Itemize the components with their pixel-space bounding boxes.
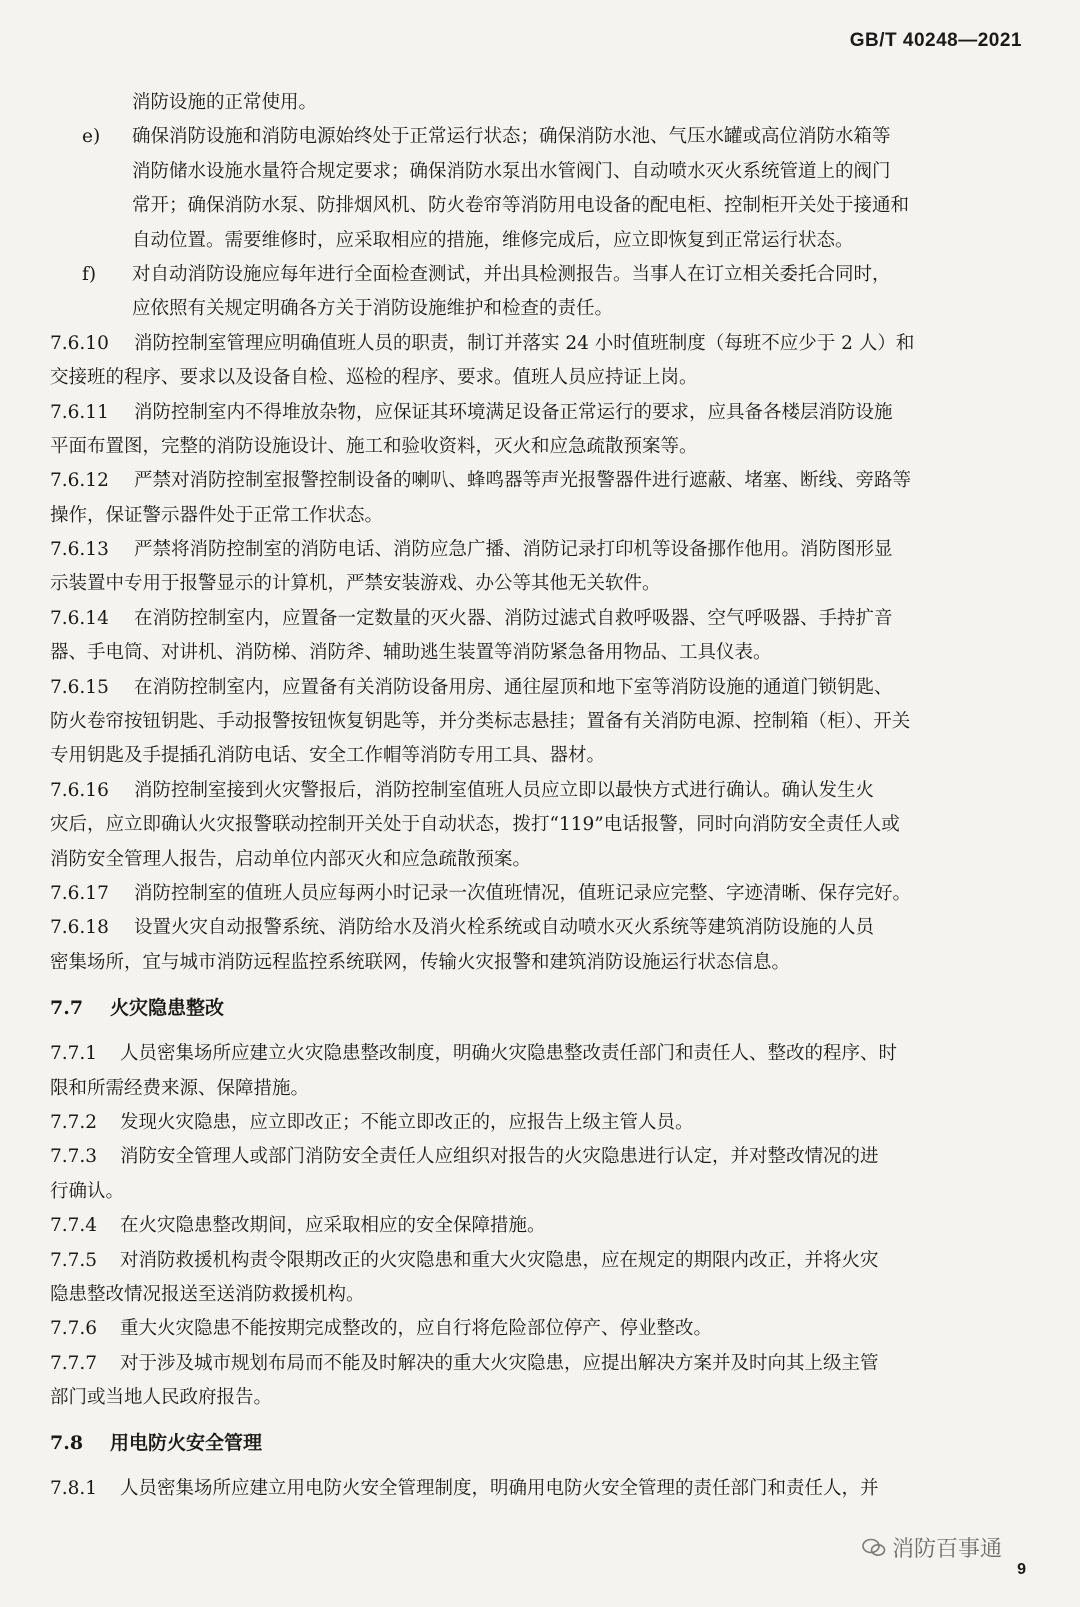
text-line: 部门或当地人民政府报告。 (50, 1387, 273, 1409)
clause-number: 7.6.12 (50, 470, 109, 492)
text-line: 严禁将消防控制室的消防电话、消防应急广播、消防记录打印机等设备挪作他用。消防图形显 (134, 539, 893, 561)
clause-number: 7.6.18 (50, 917, 109, 939)
text-line: 器、手电筒、对讲机、消防梯、消防斧、辅助逃生装置等消防紧急备用物品、工具仪表。 (50, 642, 772, 664)
clause-number: 7.6.16 (50, 779, 109, 801)
text-line: 在消防控制室内，应置备一定数量的灭火器、消防过滤式自救呼吸器、空气呼吸器、手持扩音 (134, 607, 893, 629)
section-title: 火灾隐患整改 (110, 997, 225, 1020)
text-line: 消防控制室的值班人员应每两小时记录一次值班情况，值班记录应完整、字迹清晰、保存完好。 (134, 882, 912, 904)
clause-7-7-5 (50, 1244, 1028, 1278)
section-heading-7-7 (50, 980, 1028, 1037)
text-line: 消防设施的正常使用。 (132, 92, 318, 113)
clause-7-7-4 (50, 1209, 1028, 1243)
text-line: 设置火灾自动报警系统、消防给水及消火栓系统或自动喷水灭火系统等建筑消防设施的人员 (134, 917, 875, 939)
text-line: 消防储水设施水量符合规定要求；确保消防水泵出水管阀门、自动喷水灭火系统管道上的阀门 (132, 160, 891, 182)
clause-number: 7.6.14 (50, 607, 109, 629)
text-line: 行确认。 (50, 1180, 125, 1202)
clause-number: 7.7.7 (50, 1352, 98, 1374)
clause-number: 7.7.1 (50, 1043, 98, 1065)
clause-7-7-1 (50, 1037, 1028, 1071)
text-line: 消防安全管理人或部门消防安全责任人应组织对报告的火灾隐患进行认定，并对整改情况的进 (120, 1146, 879, 1168)
text-line: 防火卷帘按钮钥匙、手动报警按钮恢复钥匙等，并分类标志悬挂；置备有关消防电源、控制箱（柜）、开关 (50, 711, 911, 733)
list-label: e) (82, 126, 101, 148)
list-item-e (50, 120, 1028, 154)
clause-7-8-1 (50, 1472, 1028, 1506)
text-line: 限和所需经费来源、保障措施。 (50, 1077, 310, 1099)
text-line: 严禁对消防控制室报警控制设备的喇叭、蜂鸣器等声光报警器件进行遮蔽、堵塞、断线、旁路等 (134, 470, 912, 492)
text-line: 人员密集场所应建立火灾隐患整改制度，明确火灾隐患整改责任部门和责任人、整改的程序、时 (120, 1043, 898, 1065)
watermark-text: 消防百事通 (891, 1537, 1002, 1562)
text-line: 消防安全管理人报告，启动单位内部灭火和应急疏散预案。 (50, 848, 532, 870)
text-line: 隐患整改情况报送至送消防救援机构。 (50, 1283, 365, 1305)
text-line: 消防控制室管理应明确值班人员的职责，制订并落实 24 小时值班制度（每班不应少于 2 人）和 (134, 332, 915, 354)
text-line: 灾后，应立即确认火灾报警联动控制开关处于自动状态，拨打“119”电话报警，同时向消防安全责任人或 (50, 814, 900, 836)
clause-7-7-7 (50, 1347, 1028, 1381)
text-line: 自动位置。需要维修时，应采取相应的措施，维修完成后，应立即恢复到正常运行状态。 (132, 229, 854, 251)
section-heading-7-8 (50, 1415, 1028, 1472)
clause-7-7-3 (50, 1140, 1028, 1174)
page-number: 9 (1017, 1561, 1026, 1578)
clause-number: 7.7.5 (50, 1249, 98, 1271)
text-line: 对自动消防设施应每年进行全面检查测试，并出具检测报告。当事人在订立相关委托合同时， (132, 263, 891, 285)
clause-7-7-6 (50, 1312, 1028, 1346)
clause-7-6-16 (50, 774, 1028, 808)
clause-number: 7.8.1 (50, 1478, 98, 1500)
clause-number: 7.7.3 (50, 1146, 98, 1168)
text-line: 专用钥匙及手提插孔消防电话、安全工作帽等消防专用工具、器材。 (50, 745, 606, 767)
section-number: 7.8 (50, 1432, 84, 1455)
text-line: 发现火灾隐患，应立即改正；不能立即改正的，应报告上级主管人员。 (120, 1111, 694, 1133)
list-item-f (50, 258, 1028, 292)
clause-7-6-17 (50, 877, 1028, 911)
clause-number: 7.6.10 (50, 332, 109, 354)
text-line: 重大火灾隐患不能按期完成整改的，应自行将危险部位停产、停业整改。 (120, 1318, 713, 1340)
text-line: 对于涉及城市规划布局而不能及时解决的重大火灾隐患，应提出解决方案并及时向其上级主管 (120, 1352, 879, 1374)
text-line: 操作，保证警示器件处于正常工作状态。 (50, 504, 384, 526)
text-line: 在消防控制室内，应置备有关消防设备用房、通往屋顶和地下室等消防设施的通道门锁钥匙、 (134, 676, 893, 698)
clause-number: 7.6.15 (50, 676, 109, 698)
clause-7-6-18 (50, 911, 1028, 945)
section-number: 7.7 (50, 997, 84, 1020)
clause-number: 7.7.2 (50, 1111, 98, 1133)
clause-number: 7.6.13 (50, 539, 109, 561)
standard-code: GB/T 40248—2021 (849, 30, 1022, 51)
clause-number: 7.6.17 (50, 882, 109, 904)
clause-number: 7.7.4 (50, 1215, 98, 1237)
text-line: 密集场所，宜与城市消防远程监控系统联网，传输火灾报警和建筑消防设施运行状态信息。 (50, 951, 791, 973)
clause-7-7-2 (50, 1106, 1028, 1140)
text-line: 常开；确保消防水泵、防排烟风机、防火卷帘等消防用电设备的配电柜、控制柜开关处于接通和 (132, 195, 910, 217)
clause-number: 7.6.11 (50, 401, 109, 423)
clause-7-6-15 (50, 671, 1028, 705)
clause-7-6-12 (50, 464, 1028, 498)
text-line: 人员密集场所应建立用电防火安全管理制度，明确用电防火安全管理的责任部门和责任人，并 (120, 1478, 879, 1500)
list-label: f) (82, 263, 97, 285)
clause-7-6-10 (50, 327, 1028, 361)
section-title: 用电防火安全管理 (110, 1432, 263, 1455)
text-line: 应依照有关规定明确各方关于消防设施维护和检查的责任。 (132, 298, 614, 320)
text-line: 交接班的程序、要求以及设备自检、巡检的程序、要求。值班人员应持证上岗。 (50, 367, 698, 389)
clause-number: 7.7.6 (50, 1318, 98, 1340)
text-line: 消防控制室内不得堆放杂物，应保证其环境满足设备正常运行的要求，应具备各楼层消防设施 (134, 401, 893, 423)
page-content (50, 86, 1028, 1507)
text-line: 对消防救援机构责令限期改正的火灾隐患和重大火灾隐患，应在规定的期限内改正，并将火灾 (120, 1249, 879, 1271)
text-line: 确保消防设施和消防电源始终处于正常运行状态；确保消防水池、气压水罐或高位消防水箱等 (132, 126, 891, 148)
clause-7-6-14 (50, 602, 1028, 636)
text-line: 在火灾隐患整改期间，应采取相应的安全保障措施。 (120, 1215, 546, 1237)
watermark (862, 1532, 1002, 1563)
text-line: 示装置中专用于报警显示的计算机，严禁安装游戏、办公等其他无关软件。 (50, 573, 661, 595)
text-line: 平面布置图，完整的消防设施设计、施工和验收资料，灭火和应急疏散预案等。 (50, 435, 698, 457)
chat-bubble-icon (862, 1536, 886, 1560)
clause-7-6-13 (50, 533, 1028, 567)
text-line: 消防控制室接到火灾警报后，消防控制室值班人员应立即以最快方式进行确认。确认发生火 (134, 779, 875, 801)
clause-7-6-11 (50, 396, 1028, 430)
